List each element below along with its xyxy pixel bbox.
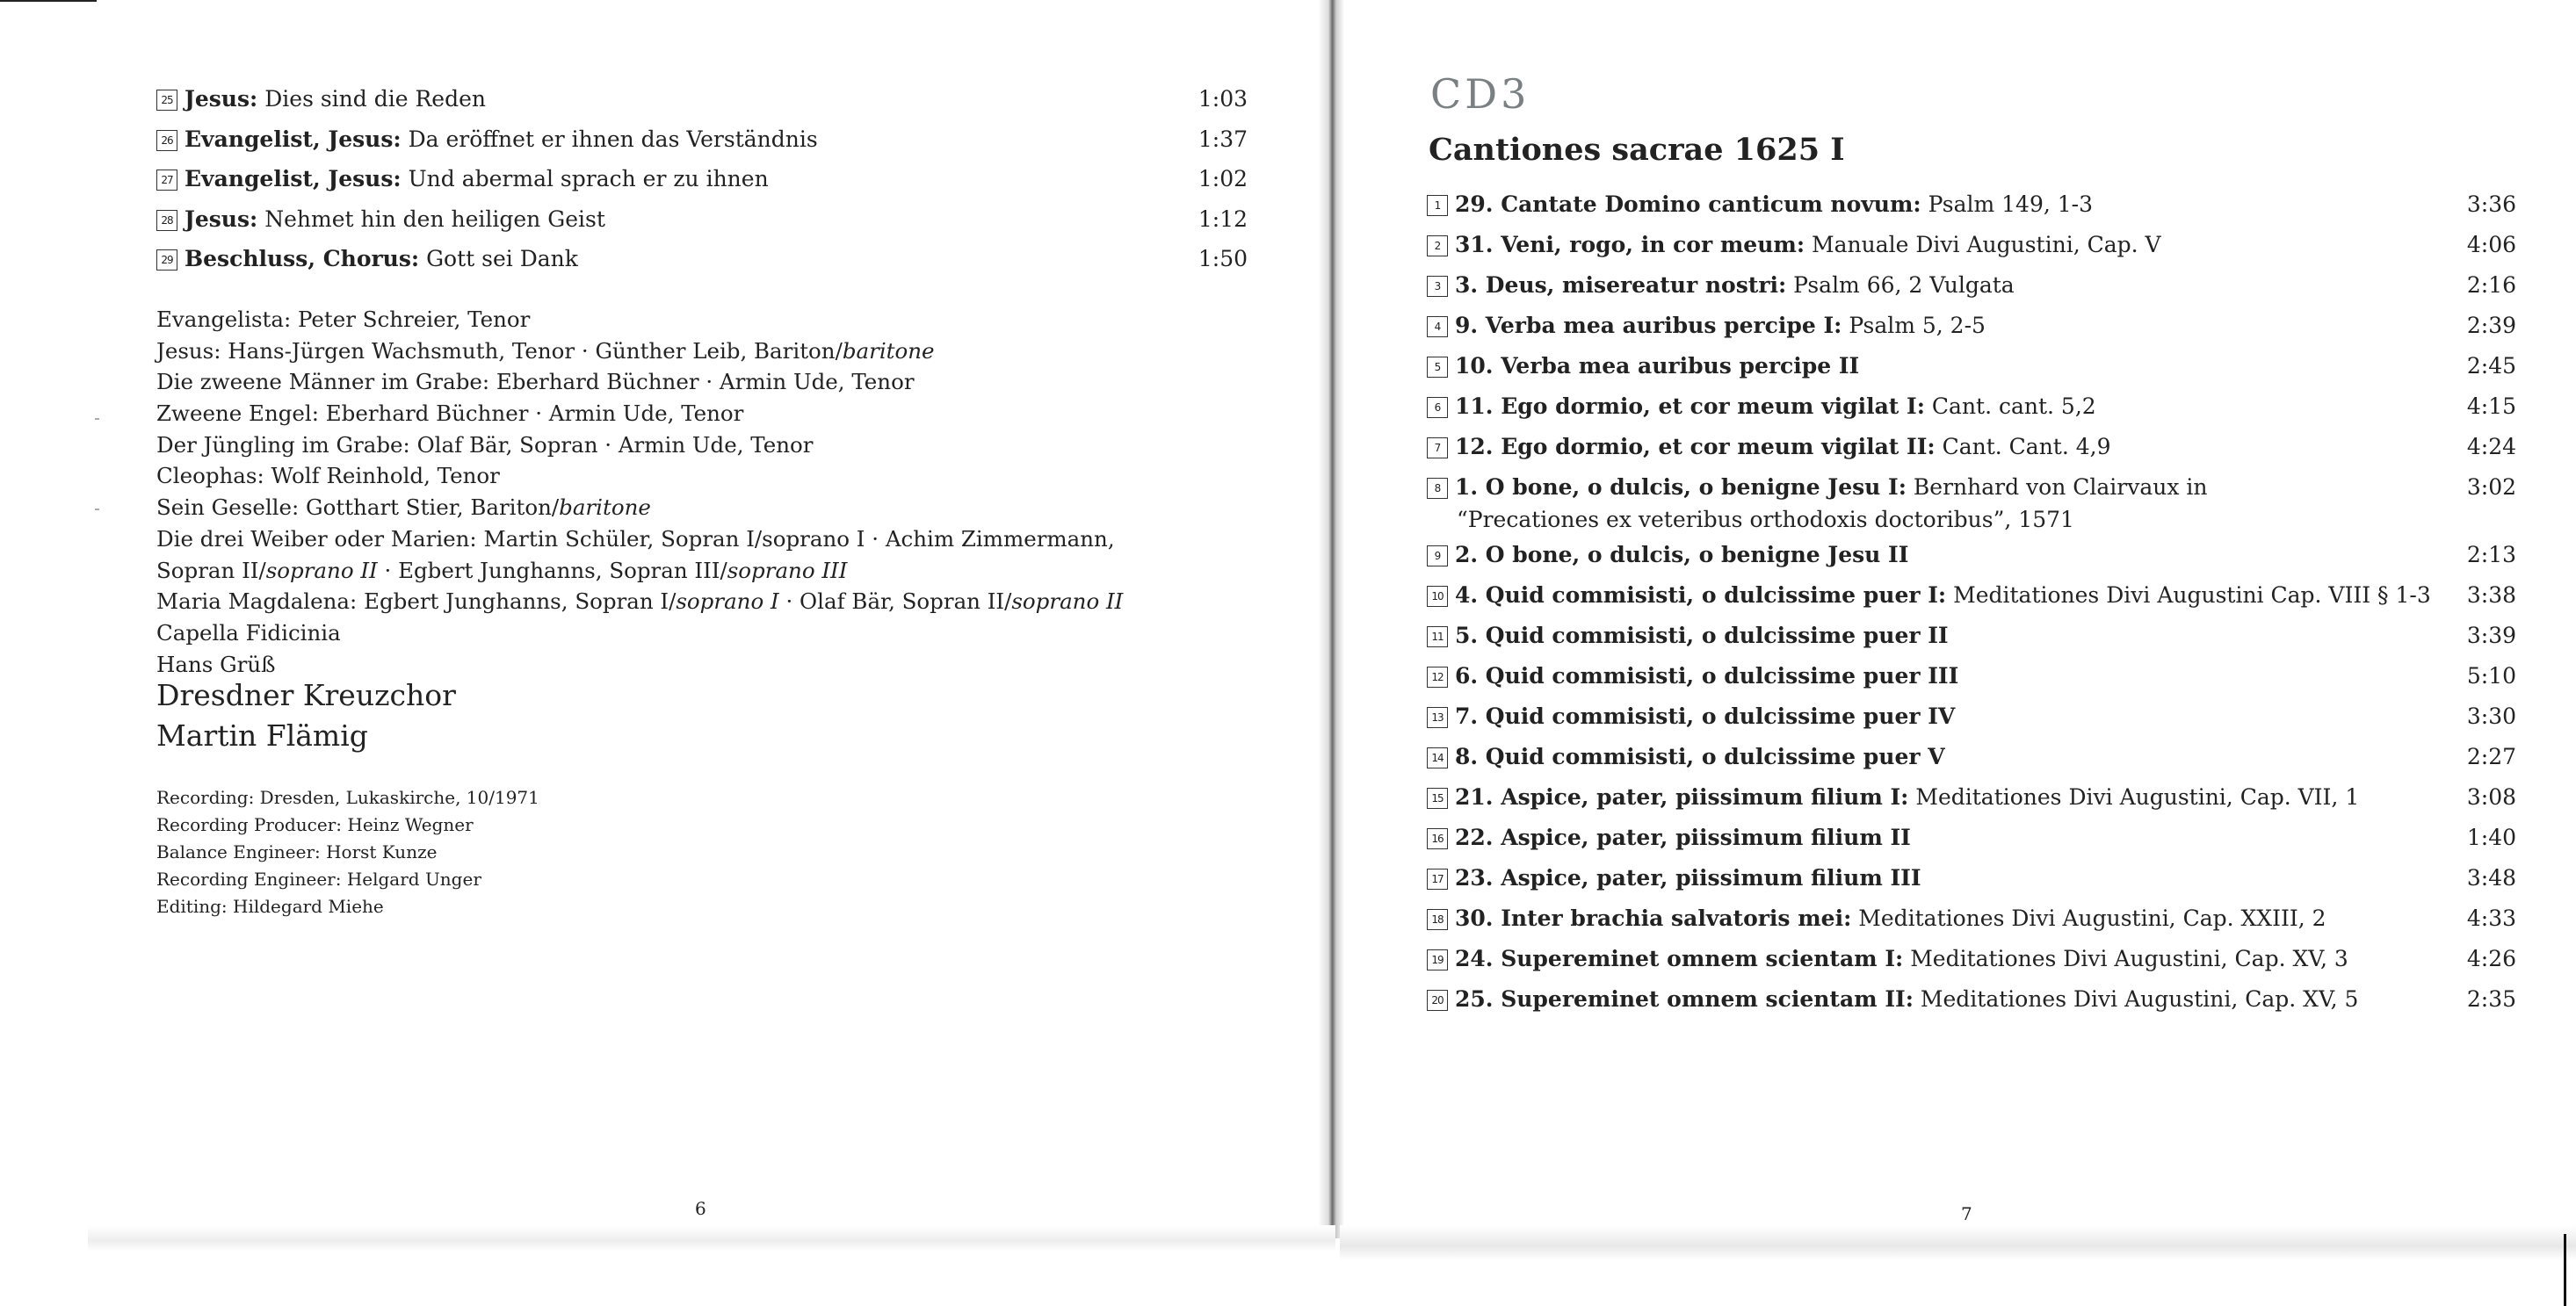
credit-text: Sopran II/ xyxy=(156,557,266,583)
page-bottom-shadow xyxy=(1340,1225,2576,1260)
track-text: Gott sei Dank xyxy=(419,246,578,271)
track-title: 23. Aspice, pater, piissimum filium III xyxy=(1455,865,1921,891)
track-duration: 2:13 xyxy=(2466,542,2516,567)
track-duration: 2:27 xyxy=(2466,744,2516,769)
track-number-box: 12 xyxy=(1427,667,1448,688)
track-duration: 3:38 xyxy=(2466,582,2516,608)
track-title: Jesus: xyxy=(185,86,258,112)
credit-line: Capella Fidicinia xyxy=(156,619,341,646)
track-duration: 3:02 xyxy=(2466,474,2516,500)
track-duration: 3:48 xyxy=(2466,865,2516,891)
track-row xyxy=(1427,578,2516,618)
track-duration: 2:45 xyxy=(2466,353,2516,379)
track-duration: 1:12 xyxy=(1198,206,1248,232)
track-row xyxy=(1427,861,2516,901)
track-text: Meditationes Divi Augustini Cap. VIII § 1-3 xyxy=(1946,582,2431,608)
track-row xyxy=(1427,470,2516,538)
track-row xyxy=(1427,820,2516,861)
track-title: 2. O bone, o dulcis, o benigne Jesu II xyxy=(1455,542,1909,567)
track-duration: 2:39 xyxy=(2466,313,2516,338)
track-text: Meditationes Divi Augustini, Cap. VII, 1 xyxy=(1908,784,2360,810)
track-title: 4. Quid commisisti, o dulcissime puer I: xyxy=(1455,582,1947,608)
track-number-box: 27 xyxy=(156,170,177,191)
track-row xyxy=(1427,901,2516,942)
track-number-box: 5 xyxy=(1427,357,1448,378)
credit-text: Sein Geselle: Gotthart Stier, Bariton/ xyxy=(156,494,560,521)
track-number-box: 4 xyxy=(1427,316,1448,337)
recording-line: Recording Engineer: Helgard Unger xyxy=(156,869,481,890)
credit-line: Cleophas: Wolf Reinhold, Tenor xyxy=(156,463,500,489)
track-text-continuation: “Precationes ex veteribus orthodoxis doctoribus”, 1571 xyxy=(1457,507,2074,532)
track-text: Bernhard von Clairvaux in xyxy=(1906,474,2208,500)
track-title: 12. Ego dormio, et cor meum vigilat II: xyxy=(1455,434,1936,459)
track-row xyxy=(1427,942,2516,982)
track-number-box: 15 xyxy=(1427,788,1448,809)
track-text: Psalm 149, 1-3 xyxy=(1921,191,2094,217)
track-duration: 3:30 xyxy=(2466,704,2516,729)
track-number-box: 11 xyxy=(1427,626,1448,647)
track-number-box: 18 xyxy=(1427,909,1448,930)
collection-title: Cantiones sacrae 1625 I xyxy=(1429,132,1845,168)
track-number-box: 1 xyxy=(1427,195,1448,216)
track-duration: 4:15 xyxy=(2466,393,2516,419)
credit-line: Zweene Engel: Eberhard Büchner · Armin Ude, Tenor xyxy=(156,400,744,427)
track-text: Psalm 66, 2 Vulgata xyxy=(1786,272,2015,298)
track-row xyxy=(1427,699,2516,740)
track-title: 1. O bone, o dulcis, o benigne Jesu I: xyxy=(1455,474,1907,500)
track-duration: 1:50 xyxy=(1198,246,1248,271)
ensemble-names xyxy=(156,675,456,756)
conductor-name: Martin Flämig xyxy=(156,718,368,753)
left-page xyxy=(0,0,1318,1230)
track-number-box: 25 xyxy=(156,90,177,111)
cd-label: CD3 xyxy=(1430,70,1530,118)
recording-line: Balance Engineer: Horst Kunze xyxy=(156,841,438,862)
track-duration: 5:10 xyxy=(2466,663,2516,689)
track-text: Dies sind die Reden xyxy=(257,86,486,112)
credit-line xyxy=(156,555,1255,587)
track-row xyxy=(156,241,1255,281)
credit-line xyxy=(156,492,1255,523)
track-row xyxy=(156,81,1255,121)
track-title: Evangelist, Jesus: xyxy=(185,166,402,191)
track-text: Nehmet hin den heiligen Geist xyxy=(257,206,605,232)
track-row xyxy=(156,121,1255,162)
track-title: 10. Verba mea auribus percipe II xyxy=(1455,353,1860,379)
track-number-box: 17 xyxy=(1427,869,1448,890)
track-row xyxy=(1427,538,2516,578)
track-title: Evangelist, Jesus: xyxy=(185,126,402,152)
scan-edge-mark xyxy=(2564,1234,2566,1306)
booklet-gutter xyxy=(1318,0,1344,1238)
credit-line: Der Jüngling im Grabe: Olaf Bär, Sopran · Armin Ude, Tenor xyxy=(156,431,814,458)
recording-details xyxy=(156,784,539,920)
credit-line: Die drei Weiber oder Marien: Martin Schüler, Sopran I/soprano I · Achim Zimmermann, xyxy=(156,525,1115,552)
track-duration: 4:26 xyxy=(2466,946,2516,971)
track-row xyxy=(1427,349,2516,389)
track-row xyxy=(1427,308,2516,349)
track-text: Psalm 5, 2-5 xyxy=(1842,313,1986,338)
credit-translation: soprano II xyxy=(1011,588,1124,615)
track-title: 31. Veni, rogo, in cor meum: xyxy=(1455,232,1805,257)
track-title: Beschluss, Chorus: xyxy=(185,246,420,271)
track-number-box: 9 xyxy=(1427,545,1448,566)
track-title: 25. Supereminet omnem scientam II: xyxy=(1455,986,1914,1012)
track-number-box: 3 xyxy=(1427,276,1448,297)
track-text: Manuale Divi Augustini, Cap. V xyxy=(1805,232,2161,257)
track-title: 6. Quid commisisti, o dulcissime puer III xyxy=(1455,663,1959,689)
performer-credits xyxy=(156,304,1255,680)
track-row xyxy=(1427,187,2516,227)
track-number-box: 10 xyxy=(1427,586,1448,607)
credit-translation: soprano II xyxy=(265,557,378,583)
track-number-box: 8 xyxy=(1427,478,1448,499)
track-text: Meditationes Divi Augustini, Cap. XV, 5 xyxy=(1913,986,2359,1012)
credit-line: Evangelista: Peter Schreier, Tenor xyxy=(156,307,531,332)
track-list-left xyxy=(156,81,1255,281)
credit-text: Maria Magdalena: Egbert Junghanns, Sopran I/ xyxy=(156,588,677,615)
track-number-box: 28 xyxy=(156,210,177,231)
track-row xyxy=(1427,780,2516,820)
track-title: 9. Verba mea auribus percipe I: xyxy=(1455,313,1842,338)
track-text: Cant. Cant. 4,9 xyxy=(1935,434,2111,459)
recording-line: Editing: Hildegard Miehe xyxy=(156,896,384,917)
track-list-right xyxy=(1427,187,2516,1022)
track-number-box: 14 xyxy=(1427,747,1448,768)
track-duration: 2:16 xyxy=(2466,272,2516,298)
track-number-box: 26 xyxy=(156,130,177,151)
track-duration: 3:36 xyxy=(2466,191,2516,217)
track-text: Meditationes Divi Augustini, Cap. XV, 3 xyxy=(1903,946,2348,971)
track-text: Meditationes Divi Augustini, Cap. XXIII, 2 xyxy=(1851,906,2326,931)
track-number-box: 16 xyxy=(1427,828,1448,849)
track-row xyxy=(1427,740,2516,780)
track-row xyxy=(1427,982,2516,1022)
track-row xyxy=(1427,227,2516,268)
track-number-box: 29 xyxy=(156,249,177,271)
credit-translation: baritone xyxy=(842,337,935,364)
track-duration: 4:06 xyxy=(2466,232,2516,257)
credit-line: Hans Grüß xyxy=(156,651,276,677)
credit-text: · Olaf Bär, Sopran II/ xyxy=(778,588,1012,615)
track-number-box: 20 xyxy=(1427,990,1448,1011)
track-title: Jesus: xyxy=(185,206,258,232)
track-number-box: 19 xyxy=(1427,949,1448,970)
credit-line xyxy=(156,586,1255,617)
track-number-box: 7 xyxy=(1427,437,1448,458)
track-title: 24. Supereminet omnem scientam I: xyxy=(1455,946,1904,971)
track-title: 7. Quid commisisti, o dulcissime puer IV xyxy=(1455,704,1956,729)
track-duration: 1:03 xyxy=(1198,86,1248,112)
credit-line xyxy=(156,336,1255,367)
track-title: 29. Cantate Domino canticum novum: xyxy=(1455,191,1921,217)
page-number: 7 xyxy=(1961,1203,1972,1224)
credit-translation: soprano III xyxy=(727,557,848,583)
track-title: 30. Inter brachia salvatoris mei: xyxy=(1455,906,1852,931)
track-text: Und abermal sprach er zu ihnen xyxy=(401,166,769,191)
credit-translation: soprano I xyxy=(676,588,779,615)
track-duration: 3:08 xyxy=(2466,784,2516,810)
track-row xyxy=(156,161,1255,201)
track-title: 5. Quid commisisti, o dulcissime puer II xyxy=(1455,623,1949,648)
track-title: 22. Aspice, pater, piissimum filium II xyxy=(1455,825,1911,850)
track-title: 11. Ego dormio, et cor meum vigilat I: xyxy=(1455,393,1925,419)
track-row xyxy=(1427,429,2516,470)
credit-text: Jesus: Hans-Jürgen Wachsmuth, Tenor · Günther Leib, Bariton/ xyxy=(156,337,843,364)
track-text: Cant. cant. 5,2 xyxy=(1924,393,2096,419)
track-duration: 1:02 xyxy=(1198,166,1248,191)
track-number-box: 2 xyxy=(1427,235,1448,256)
track-title: 21. Aspice, pater, piissimum filium I: xyxy=(1455,784,1909,810)
track-row xyxy=(156,201,1255,242)
track-title: 3. Deus, misereatur nostri: xyxy=(1455,272,1787,298)
track-duration: 3:39 xyxy=(2466,623,2516,648)
track-row xyxy=(1427,659,2516,699)
recording-line: Recording: Dresden, Lukaskirche, 10/1971 xyxy=(156,787,539,808)
track-duration: 4:24 xyxy=(2466,434,2516,459)
page-number: 6 xyxy=(695,1198,706,1219)
track-number-box: 6 xyxy=(1427,397,1448,418)
track-duration: 4:33 xyxy=(2466,906,2516,931)
choir-name: Dresdner Kreuzchor xyxy=(156,678,456,712)
credit-translation: baritone xyxy=(559,494,651,521)
track-duration: 1:40 xyxy=(2466,825,2516,850)
track-row xyxy=(1427,389,2516,429)
track-duration: 2:35 xyxy=(2466,986,2516,1012)
credit-text: · Egbert Junghanns, Sopran III/ xyxy=(377,557,727,583)
track-duration: 1:37 xyxy=(1198,126,1248,152)
credit-line: Die zweene Männer im Grabe: Eberhard Büchner · Armin Ude, Tenor xyxy=(156,369,915,395)
track-row xyxy=(1427,268,2516,308)
track-row xyxy=(1427,618,2516,659)
track-title: 8. Quid commisisti, o dulcissime puer V xyxy=(1455,744,1945,769)
track-text: Da eröffnet er ihnen das Verständnis xyxy=(401,126,818,152)
recording-line: Recording Producer: Heinz Wegner xyxy=(156,814,474,835)
track-number-box: 13 xyxy=(1427,707,1448,728)
